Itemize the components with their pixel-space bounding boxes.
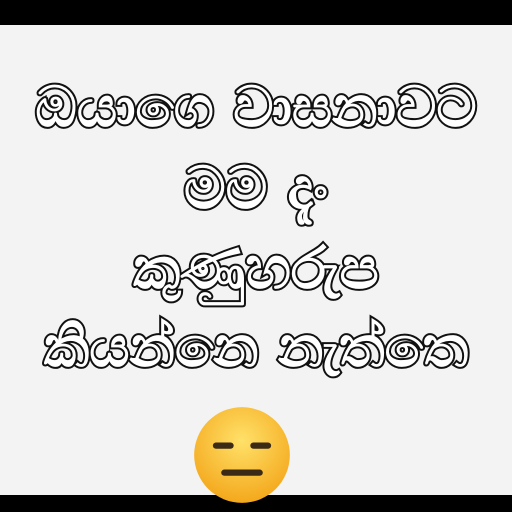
emoji-left-eye	[213, 443, 234, 449]
expressionless-face-icon	[190, 403, 294, 507]
text-line-2: මම දැං	[183, 154, 329, 222]
emoji-right-eye	[250, 443, 271, 449]
emoji-face	[194, 407, 290, 503]
emoji-mouth	[221, 470, 263, 476]
text-line-4: කියන්නෙ නැත්තෙ	[43, 315, 469, 380]
text-line-3: කුණුහරුප	[133, 234, 379, 302]
text-line-1: ඔයාගෙ වාසනාවට	[35, 75, 477, 140]
sticker-card	[0, 25, 512, 495]
